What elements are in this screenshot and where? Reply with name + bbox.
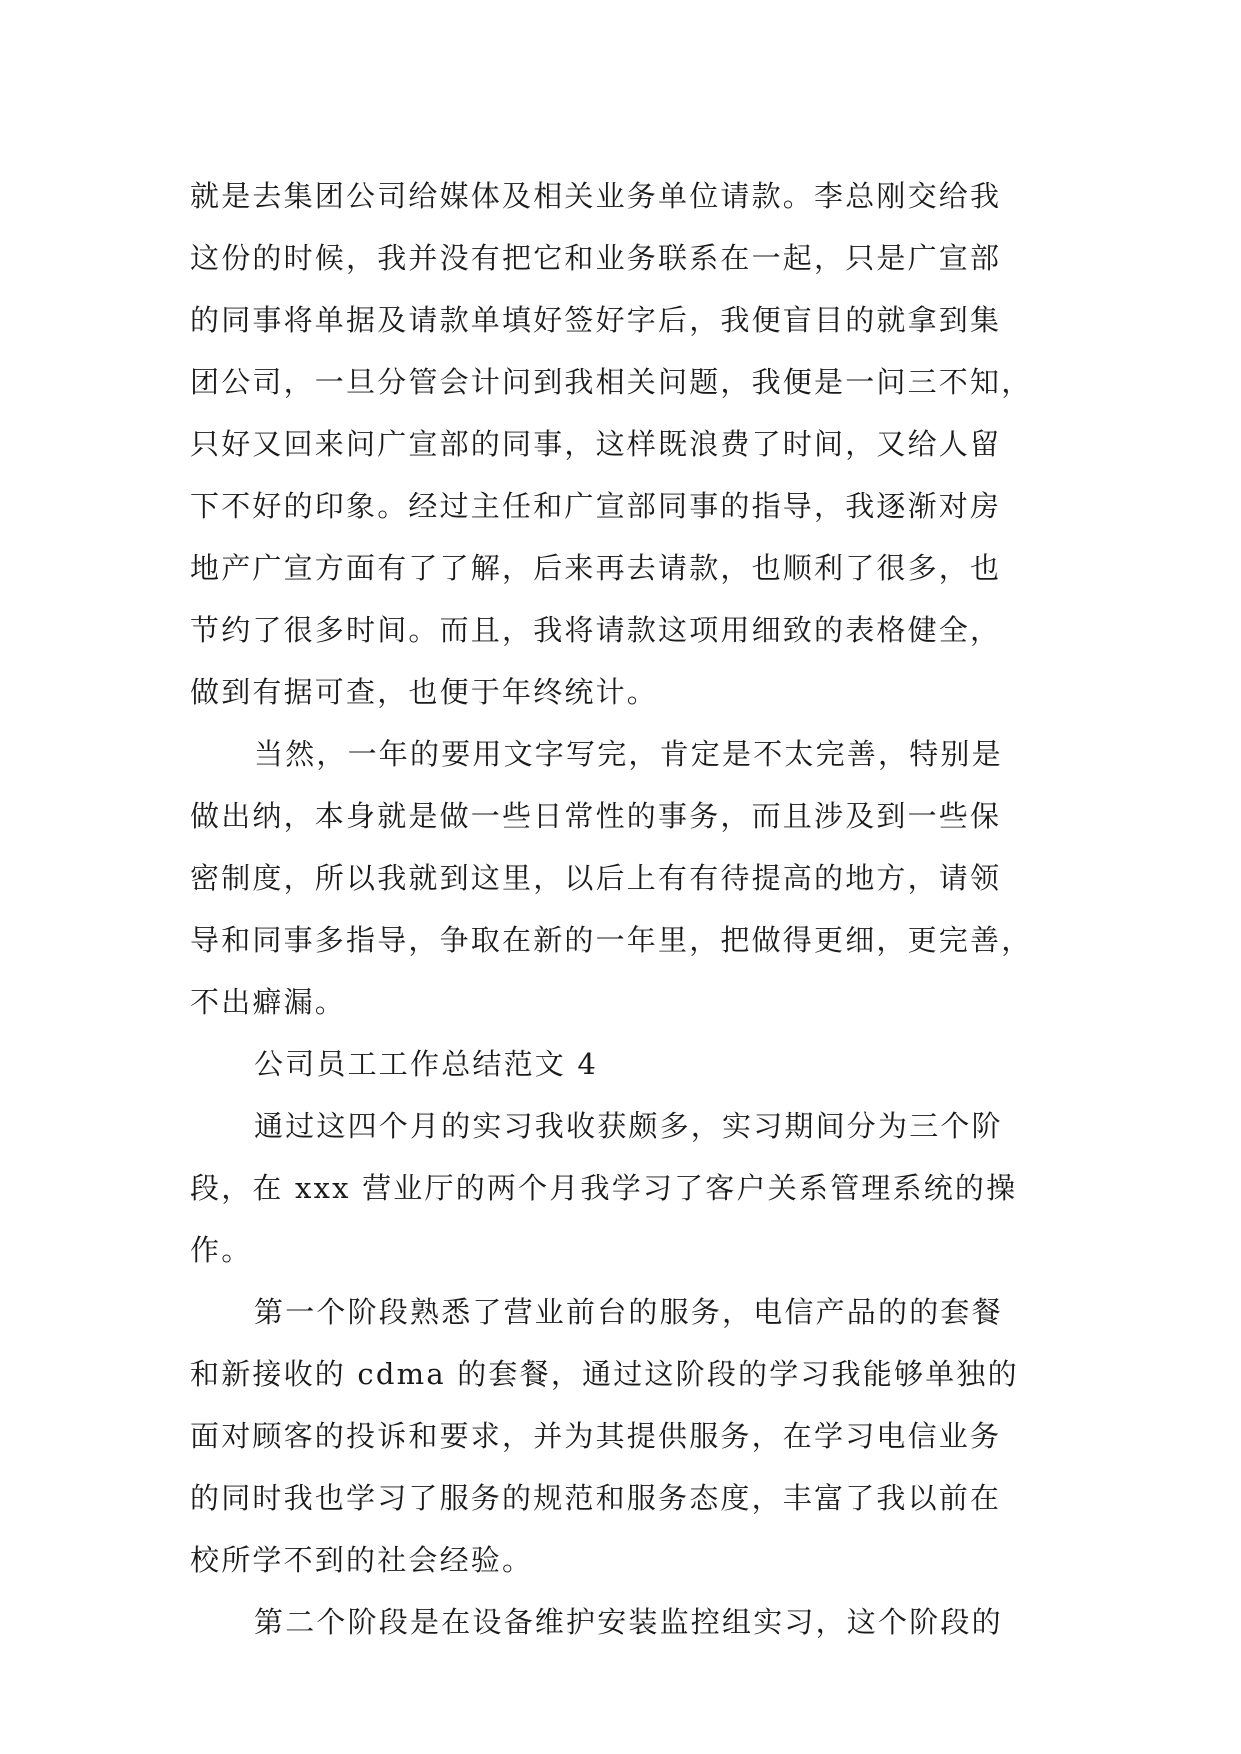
text-line: 不出癖漏。 (190, 985, 347, 1019)
text-line: 只好又回来问广宣部的同事，这样既浪费了时间，又给人留 (190, 427, 1002, 461)
text-line: 校所学不到的社会经验。 (190, 1543, 534, 1577)
text-line: 就是去集团公司给媒体及相关业务单位请款。李总刚交给我 (190, 179, 1002, 213)
text-line: 节约了很多时间。而且，我将请款这项用细致的表格健全， (190, 613, 1002, 647)
text-line: 密制度，所以我就到这里，以后上有有待提高的地方，请领 (190, 861, 1002, 895)
text-line: 团公司，一旦分管会计问到我相关问题，我便是一问三不知， (190, 365, 1033, 399)
text-line: 的同时我也学习了服务的规范和服务态度，丰富了我以前在 (190, 1481, 1002, 1515)
paragraph-start-line: 第二个阶段是在设备维护安装监控组实习，这个阶段的 (254, 1605, 1003, 1639)
text-line: 这份的时候，我并没有把它和业务联系在一起，只是广宣部 (190, 241, 1002, 275)
document-page (190, 165, 1060, 1653)
text-line: 面对顾客的投诉和要求，并为其提供服务，在学习电信业务 (190, 1419, 1002, 1453)
text-line: 段，在 xxx 营业厅的两个月我学习了客户关系管理系统的操 (190, 1171, 1018, 1205)
text-line: 做出纳，本身就是做一些日常性的事务，而且涉及到一些保 (190, 799, 1002, 833)
paragraph-start-line: 当然，一年的要用文字写完，肯定是不太完善，特别是 (254, 737, 1003, 771)
section-heading: 公司员工工作总结范文 4 (254, 1047, 599, 1081)
text-line: 地产广宣方面有了了解，后来再去请款，也顺利了很多，也 (190, 551, 1002, 585)
text-line: 做到有据可查，也便于年终统计。 (190, 675, 659, 709)
paragraph-start-line: 第一个阶段熟悉了营业前台的服务，电信产品的的套餐 (254, 1295, 1003, 1329)
text-line: 作。 (190, 1233, 253, 1267)
text-line: 导和同事多指导，争取在新的一年里，把做得更细，更完善， (190, 923, 1033, 957)
text-line: 下不好的印象。经过主任和广宣部同事的指导，我逐渐对房 (190, 489, 1002, 523)
paragraph-start-line: 通过这四个月的实习我收获颇多，实习期间分为三个阶 (254, 1109, 1003, 1143)
text-line: 和新接收的 cdma 的套餐，通过这阶段的学习我能够单独的 (190, 1357, 1019, 1391)
text-line: 的同事将单据及请款单填好签好字后，我便盲目的就拿到集 (190, 303, 1002, 337)
